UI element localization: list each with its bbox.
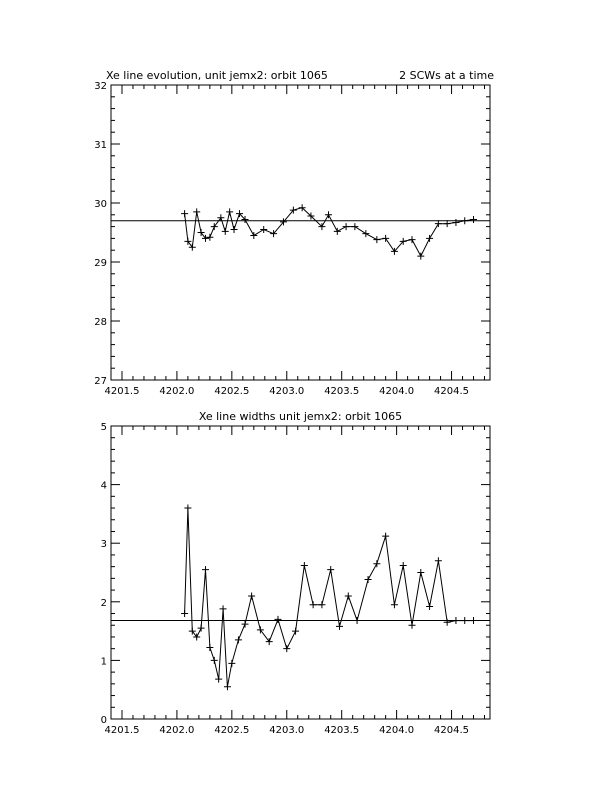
widths-x-tick-label: 4202.5 — [214, 725, 250, 736]
widths-data-point — [181, 610, 188, 617]
evolution-data-point — [325, 211, 332, 218]
evolution-data-point — [470, 216, 477, 223]
widths-data-point — [461, 617, 468, 624]
widths-data-point — [444, 619, 451, 626]
evolution-data-point — [334, 228, 341, 235]
widths-data-point — [452, 617, 459, 624]
evolution-chart-subtitle: 2 SCWs at a time — [399, 69, 494, 82]
evolution-data-point — [382, 235, 389, 242]
widths-data-point — [220, 605, 227, 612]
widths-series-line — [185, 508, 474, 687]
evolution-x-tick-label: 4202.0 — [159, 386, 195, 397]
widths-data-point — [206, 644, 213, 651]
widths-data-point — [336, 623, 343, 630]
widths-data-point — [409, 622, 416, 629]
evolution-y-tick-label: 28 — [94, 317, 107, 328]
widths-x-tick-label: 4202.0 — [159, 725, 195, 736]
widths-data-point — [345, 592, 352, 599]
widths-data-point — [235, 636, 242, 643]
evolution-y-tick-label: 32 — [94, 81, 107, 92]
widths-data-point — [274, 616, 281, 623]
widths-data-point — [417, 569, 424, 576]
widths-y-tick-label: 3 — [100, 539, 107, 551]
widths-plot-frame — [111, 426, 490, 719]
widths-x-tick-label: 4203.0 — [269, 725, 305, 736]
widths-y-tick-label: 0 — [100, 715, 107, 726]
widths-y-tick-label: 1 — [100, 656, 107, 668]
evolution-data-point — [362, 230, 369, 237]
evolution-data-point — [426, 235, 433, 242]
evolution-x-tick-label: 4203.0 — [269, 386, 305, 397]
evolution-data-point — [452, 219, 459, 226]
evolution-x-tick-label: 4204.0 — [379, 386, 415, 397]
widths-data-point — [224, 683, 231, 690]
widths-x-tick-label: 4201.5 — [104, 725, 140, 736]
widths-x-tick-label: 4203.5 — [324, 725, 360, 736]
xe-line-evolution-chart — [94, 69, 494, 397]
evolution-data-point — [461, 217, 468, 224]
evolution-data-point — [206, 234, 213, 241]
widths-data-point — [391, 601, 398, 608]
widths-data-point — [354, 617, 361, 624]
widths-data-point — [202, 566, 209, 573]
evolution-data-point — [189, 244, 196, 251]
widths-data-point — [373, 560, 380, 567]
widths-data-point — [327, 566, 334, 573]
widths-data-point — [283, 645, 290, 652]
widths-data-point — [301, 562, 308, 569]
widths-y-tick-label: 4 — [100, 480, 107, 492]
evolution-data-point — [202, 235, 209, 242]
evolution-y-tick-label: 29 — [94, 258, 107, 269]
widths-chart-title: Xe line widths unit jemx2: orbit 1065 — [198, 410, 403, 423]
evolution-data-point — [231, 226, 238, 233]
evolution-data-point — [409, 236, 416, 243]
widths-data-point — [435, 557, 442, 564]
widths-data-point — [318, 601, 325, 608]
evolution-x-tick-label: 4201.5 — [104, 386, 140, 397]
widths-y-tick-label: 5 — [100, 422, 107, 433]
widths-data-point — [400, 562, 407, 569]
widths-data-point — [184, 505, 191, 512]
widths-data-point — [266, 638, 273, 645]
evolution-x-tick-label: 4202.5 — [214, 386, 250, 397]
evolution-data-point — [250, 232, 257, 239]
widths-data-point — [470, 617, 477, 624]
evolution-data-point — [222, 228, 229, 235]
evolution-x-tick-label: 4204.5 — [434, 386, 470, 397]
evolution-data-point — [260, 226, 267, 233]
evolution-data-point — [417, 253, 424, 260]
evolution-data-point — [343, 223, 350, 230]
widths-data-point — [292, 628, 299, 635]
xe-line-widths-chart — [101, 410, 490, 736]
evolution-data-point — [373, 236, 380, 243]
evolution-data-point — [226, 208, 233, 215]
widths-data-point — [215, 676, 222, 683]
widths-data-point — [382, 533, 389, 540]
evolution-y-tick-label: 31 — [94, 140, 107, 151]
evolution-data-point — [351, 223, 358, 230]
evolution-y-tick-label: 27 — [94, 376, 107, 387]
evolution-data-point — [193, 208, 200, 215]
widths-data-point — [365, 576, 372, 583]
widths-data-point — [426, 603, 433, 610]
evolution-x-tick-label: 4203.5 — [324, 386, 360, 397]
widths-data-point — [228, 660, 235, 667]
widths-x-tick-label: 4204.5 — [434, 725, 470, 736]
widths-data-point — [310, 601, 317, 608]
evolution-data-point — [181, 210, 188, 217]
widths-data-point — [248, 592, 255, 599]
evolution-chart-title: Xe line evolution, unit jemx2: orbit 1065 — [106, 69, 328, 82]
widths-data-point — [242, 621, 249, 628]
widths-x-tick-label: 4204.0 — [379, 725, 415, 736]
widths-y-tick-label: 2 — [100, 597, 107, 609]
evolution-y-tick-label: 30 — [94, 199, 107, 210]
widths-data-point — [198, 625, 205, 632]
widths-data-point — [211, 657, 218, 664]
